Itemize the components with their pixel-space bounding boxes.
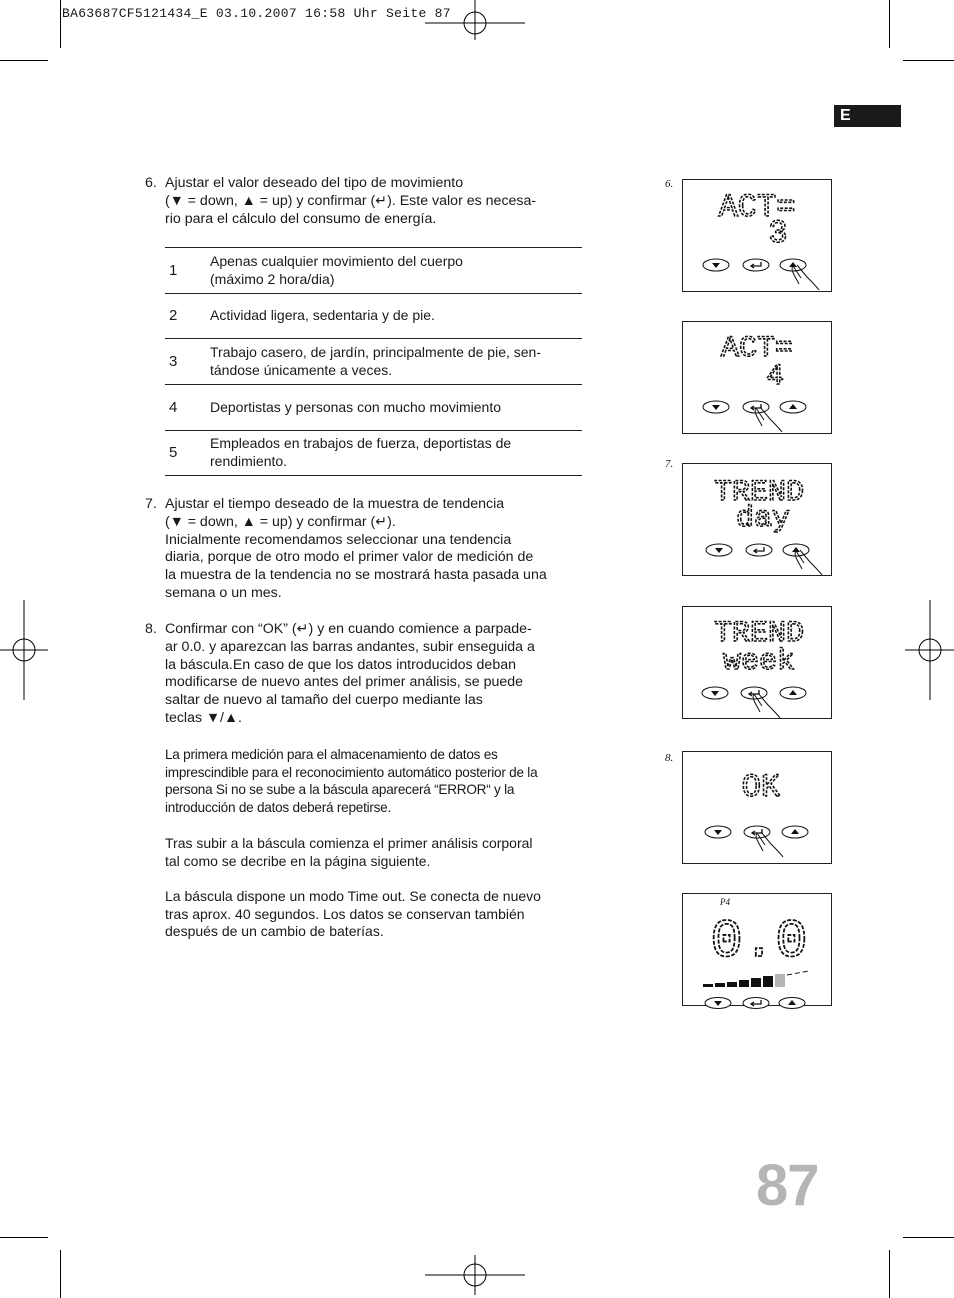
down-button[interactable] [703,259,729,271]
enter-button[interactable] [743,259,769,271]
lcd-display-zero [682,893,832,1006]
display-line-1: TREND [713,476,805,510]
display-line-1: OK [741,769,781,806]
down-button[interactable] [705,826,731,838]
lcd-display-act-4 [682,321,832,434]
step-line: rio para el cálculo del consumo de energía. [165,210,437,227]
table-row [165,248,582,294]
step-number: 7. [145,496,157,512]
table-row [165,431,582,476]
note-line: persona Si no se sube a la báscula aparecerá “ERROR“ y la [165,782,515,798]
step-line: (▼ = down, ▲ = up) y confirmar (↵). Este valor es necesa- [165,192,537,209]
up-button[interactable] [782,826,808,838]
up-button[interactable] [780,259,806,271]
level-description [210,294,582,339]
step-line: diaria, porque de otro modo el primer valor de medición de [165,549,534,566]
enter-button[interactable] [743,998,769,1009]
lcd-display-trend-week [682,606,832,719]
table-row [165,385,582,431]
table-row [165,294,582,339]
level-line: Empleados en trabajos de fuerza, deportistas de [210,435,512,452]
note-analysis [165,835,595,870]
note-line: después de un cambio de baterías. [165,923,384,940]
lcd-display-ok [682,751,832,864]
level-line: (máximo 2 hora/dia) [210,270,335,287]
activity-level-table [165,247,582,476]
display-line-2: 3 [768,215,788,252]
note-first-measurement [165,746,595,816]
level-description [210,339,582,385]
down-button[interactable] [703,401,729,413]
print-header: BA63687CF5121434_E 03.10.2007 16:58 Uhr Seite 87 [62,6,451,21]
figure-label: 6. [665,178,674,190]
down-button[interactable] [702,687,728,699]
up-button[interactable] [779,998,805,1009]
step-line: Inicialmente recomendamos seleccionar una tendencia [165,531,512,548]
step-number: 8. [145,621,157,637]
step-line: Ajustar el valor deseado del tipo de movimiento [165,175,464,191]
note-line: introducción de datos deberá repetirse. [165,799,392,815]
figure-label: 8. [665,752,674,764]
level-number: 3 [169,352,178,370]
step-line: la muestra de la tendencia no se mostrará hasta pasada una [165,567,547,584]
note-line: tal como se decribe en la página siguiente. [165,852,431,869]
up-button[interactable] [783,544,809,556]
display-line-1: 0.0 [710,912,808,973]
level-description [210,248,582,294]
table-row [165,339,582,385]
level-description [210,385,582,431]
level-number: 1 [169,261,178,279]
display-line-2: day [735,502,791,536]
step-line: saltar de nuevo al tamaño del cuerpo mediante las [165,692,483,709]
display-line-2: 4 [765,360,785,394]
step-line: teclas ▼/▲. [165,709,242,726]
enter-button[interactable] [746,544,772,556]
level-description [210,431,582,476]
registration-mark-left [0,600,48,700]
level-line: Deportistas y personas con mucho movimiento [210,398,502,415]
figure-label: 7. [665,458,674,470]
display-line-1: ACT= [718,189,796,226]
level-line: tándose únicamente a veces. [210,361,393,378]
step-line: semana o un mes. [165,584,282,601]
up-button[interactable] [780,687,806,699]
step-number: 6. [145,175,157,191]
enter-button[interactable] [741,687,767,699]
display-line-1: TREND [713,617,805,651]
note-line: tras aprox. 40 segundos. Los datos se conservan también [165,905,525,922]
user-label: P4 [720,897,730,907]
step-line: la báscula.En caso de que los datos introducidos deban [165,656,516,673]
step-line: (▼ = down, ▲ = up) y confirmar (↵). [165,513,396,530]
display-line-2: week [722,645,796,679]
registration-mark-bottom [425,1255,525,1295]
level-number: 4 [169,398,178,416]
enter-button[interactable] [744,826,770,838]
step-line: ar 0.0. y aparezcan las barras andantes, subir enseguida a [165,638,535,655]
up-button[interactable] [780,401,806,413]
level-number: 5 [169,444,178,462]
lcd-display-act-3 [682,179,832,292]
step-8 [145,621,595,728]
note-line: Tras subir a la báscula comienza el primer análisis corporal [165,835,533,851]
down-button[interactable] [705,998,731,1009]
progress-bars [703,971,809,987]
note-line: imprescindible para el reconocimiento automático posterior de la [165,764,538,780]
step-line: Confirmar con “OK” (↵) y en cuando comience a parpade- [165,621,532,637]
step-6 [145,175,595,228]
display-line-1: ACT= [720,332,794,366]
level-line: Apenas cualquier movimiento del cuerpo [210,252,463,269]
enter-button[interactable] [743,401,769,413]
registration-mark-right [905,600,954,700]
note-timeout [165,888,595,941]
level-line: Actividad ligera, sedentaria y de pie. [210,307,435,324]
down-button[interactable] [706,544,732,556]
level-line: rendimiento. [210,453,288,469]
step-line: Ajustar el tiempo deseado de la muestra de tendencia [165,496,505,512]
note-line: La báscula dispone un modo Time out. Se conecta de nuevo [165,888,541,904]
page-number: 87 [756,1153,819,1218]
step-line: modificarse de nuevo antes del primer análisis, se puede [165,674,524,691]
language-tab: E [834,105,901,127]
lcd-display-trend-day [682,463,832,576]
level-line: Trabajo casero, de jardín, principalmente de pie, sen- [210,343,541,360]
level-number: 2 [169,307,178,325]
step-7 [145,496,595,603]
note-line: La primera medición para el almacenamiento de datos es [165,747,498,762]
